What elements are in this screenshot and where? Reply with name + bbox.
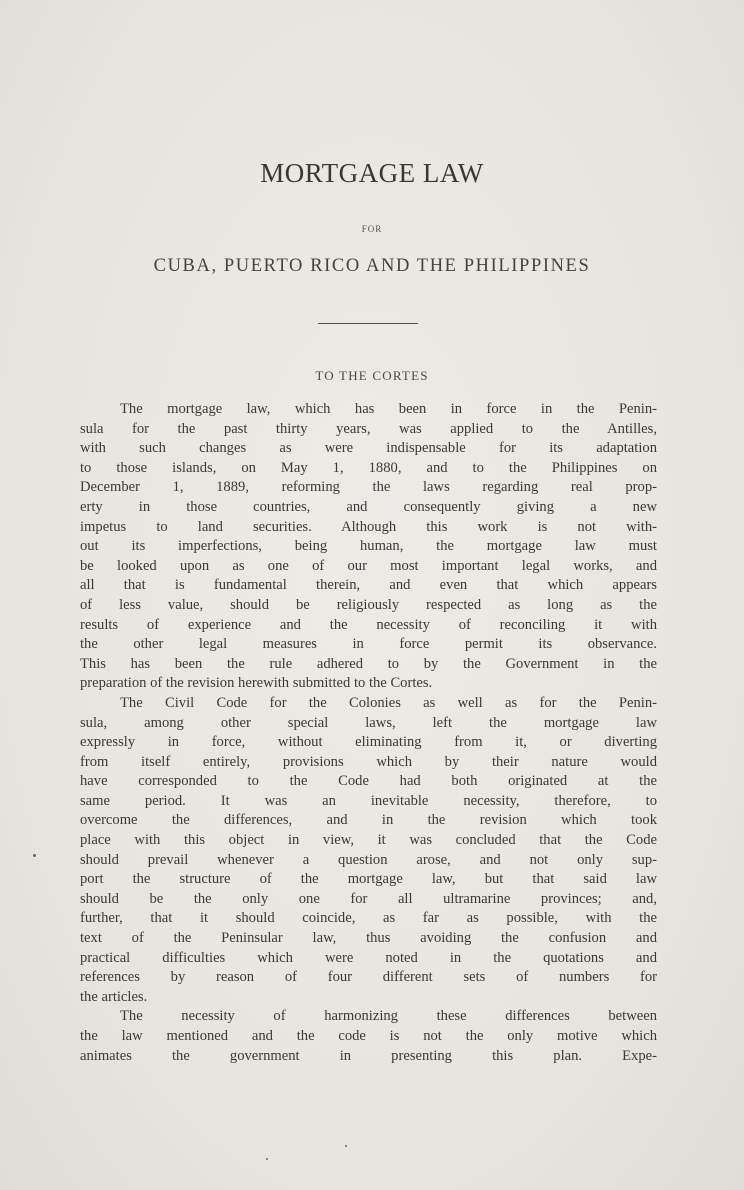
- text-line: references by reason of four different sets of numbers for: [80, 969, 657, 986]
- section-heading: TO THE CORTES: [315, 368, 429, 383]
- text-line: the articles.: [80, 988, 148, 1005]
- paper-speck: [33, 854, 36, 857]
- text-line: port the structure of the mortgage law, but that said law: [80, 871, 657, 888]
- for-label: FOR: [361, 224, 383, 234]
- text-line: impetus to land securities. Although this work is not with-: [80, 518, 657, 535]
- paper-speck: [266, 1158, 268, 1160]
- text-line: sula for the past thirty years, was applied to the Antilles,: [80, 420, 657, 437]
- text-line: December 1, 1889, reforming the laws regarding real prop-: [80, 479, 657, 496]
- text-line: The mortgage law, which has been in force in the Penin-: [120, 401, 657, 417]
- text-line: The Civil Code for the Colonies as well as for the Penin-: [120, 694, 657, 711]
- text-line: erty in those countries, and consequently giving a new: [80, 498, 657, 515]
- text-line: text of the Peninsular law, thus avoiding the confusion and: [80, 930, 657, 947]
- text-line: out its imperfections, being human, the mortgage law must: [80, 538, 657, 555]
- text-line: animates the government in presenting this plan. Expe-: [80, 1047, 657, 1064]
- paper-speck: [345, 1145, 347, 1147]
- text-line: further, that it should coincide, as far as possible, with the: [80, 910, 657, 927]
- text-line: same period. It was an inevitable necessity, therefore, to: [80, 792, 657, 809]
- text-line: sula, among other special laws, left the mortgage law: [80, 714, 657, 731]
- title-divider: [318, 323, 418, 324]
- text-line: the law mentioned and the code is not the only motive which: [80, 1028, 657, 1044]
- text-line: with such changes as were indispensable for its adaptation: [80, 440, 657, 457]
- text-line: all that is fundamental therein, and even that which appears: [80, 577, 657, 594]
- text-line: This has been the rule adhered to by the Government in the: [80, 655, 657, 672]
- text-line: to those islands, on May 1, 1880, and to the Philippines on: [80, 459, 657, 476]
- text-line: of less value, should be religiously respected as long as the: [80, 596, 657, 613]
- text-line: from itself entirely, provisions which by their nature would: [80, 753, 657, 770]
- document-subtitle: CUBA, PUERTO RICO AND THE PHILIPPINES: [153, 256, 591, 276]
- text-line: place with this object in view, it was concluded that the Code: [80, 832, 657, 849]
- text-line: practical difficulties which were noted in the quotations and: [80, 949, 657, 966]
- text-line: The necessity of harmonizing these differences between: [120, 1008, 657, 1025]
- body-text: [80, 400, 657, 1066]
- text-line: expressly in force, without eliminating from it, or diverting: [80, 734, 657, 751]
- text-line: be looked upon as one of our most important legal works, and: [80, 557, 657, 574]
- document-title: MORTGAGE LAW: [260, 158, 484, 188]
- text-line: should prevail whenever a question arose, and not only sup-: [80, 851, 657, 868]
- text-line: overcome the differences, and in the revision which took: [80, 812, 657, 829]
- text-line: preparation of the revision herewith submitted to the Cortes.: [80, 675, 433, 692]
- text-line: the other legal measures in force permit its observance.: [80, 636, 657, 653]
- text-line: have corresponded to the Code had both originated at the: [80, 773, 657, 790]
- text-line: results of experience and the necessity of reconciling it with: [80, 616, 657, 633]
- text-line: should be the only one for all ultramarine provinces; and,: [80, 890, 657, 907]
